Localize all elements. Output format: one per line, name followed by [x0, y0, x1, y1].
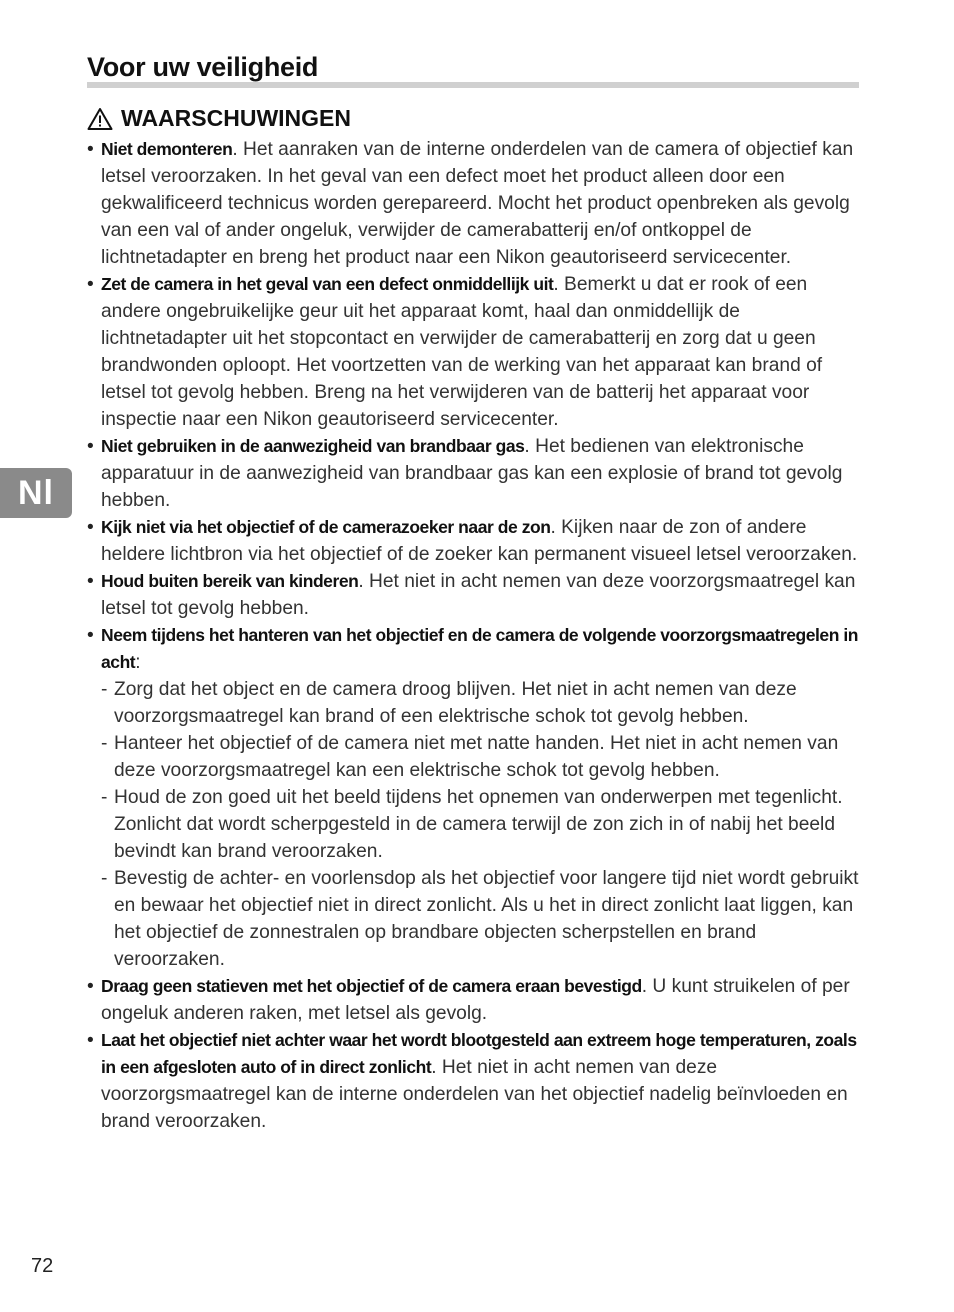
language-tab-label: Nl: [18, 473, 54, 512]
warning-text: . Het bedienen van elektronische apparatuur in de aanwezigheid van brandbaar gas kan een explosie of brand tot gevolg hebben.: [101, 436, 843, 511]
warning-text: . U kunt struikelen of per ongeluk anderen raken, met letsel als gevolg.: [101, 976, 850, 1024]
warning-item: [87, 136, 859, 271]
warning-text: . Het niet in acht nemen van deze voorzorgsmaatregel kan de interne onderdelen van het objectief nadelig beïnvloeden en brand veroorzaken.: [101, 1057, 848, 1132]
page-title: Voor uw veiligheid: [87, 52, 319, 82]
warning-item: [87, 433, 859, 514]
precaution-item: - Zorg dat het object en de camera droog blijven. Het niet in acht nemen van deze voorzorgsmaatregel kan brand of een elektrische schok tot gevolg hebben.: [101, 676, 859, 730]
title-divider: [87, 82, 859, 88]
warning-text: . Het aanraken van de interne onderdelen van de camera of objectief kan letsel veroorzaken. In het geval van een defect moet het product alleen door een gekwalificeerd technicus worden gerepareerd. Mocht het product openbreken als gevolg van een val of ander ongeluk, verwijder de camerabatterij en/of ontkoppel de lichtnetadapter en breng het product naar een Nikon geautoriseerd servicecenter.: [101, 139, 854, 268]
warning-text: . Bemerkt u dat er rook of een andere ongebruikelijke geur uit het apparaat komt, haal dan onmiddellijk de lichtnetadapter uit het stopcontact en verwijder de camerabatterij en zorg dat u geen brandwonden oploopt. Het voortzetten van de werking van het apparaat kan brand of letsel tot gevolg hebben. Breng na het verwijderen van de batterij het apparaat voor inspectie naar een Nikon geautoriseerd servicecenter.: [101, 274, 823, 430]
warning-text: . Het niet in acht nemen van deze voorzorgsmaatregel kan letsel tot gevolg hebben.: [101, 571, 856, 619]
warning-text: :: [135, 652, 141, 673]
warning-item: [87, 271, 859, 433]
precaution-item: - Hanteer het objectief of de camera niet met natte handen. Het niet in acht nemen van deze voorzorgsmaatregel kan een elektrische schok tot gevolg hebben.: [101, 730, 859, 784]
handling-precautions-list: [101, 676, 859, 973]
language-tab: [0, 468, 72, 518]
warning-triangle-icon: [87, 107, 113, 131]
warning-heading: Houd buiten bereik van kinderen: [101, 571, 359, 591]
warning-heading: Draag geen statieven met het objectief of de camera eraan bevestigd: [101, 976, 642, 996]
warning-item: [87, 1027, 859, 1135]
page-number: 72: [31, 1255, 54, 1277]
section-heading: [87, 105, 351, 132]
warnings-list: [87, 136, 859, 1135]
warning-heading: Kijk niet via het objectief of de camerazoeker naar de zon: [101, 517, 551, 537]
warning-heading: Neem tijdens het hanteren van het objectief en de camera de volgende voorzorgsmaatregelen in acht: [101, 625, 859, 672]
warning-text: . Kijken naar de zon of andere heldere lichtbron via het objectief of de zoeker kan permanent visueel letsel veroorzaken.: [101, 517, 858, 565]
section-heading-label: WAARSCHUWINGEN: [121, 105, 351, 131]
warning-heading: Zet de camera in het geval van een defect onmiddellijk uit: [101, 274, 554, 294]
precaution-item: - Houd de zon goed uit het beeld tijdens het opnemen van onderwerpen met tegenlicht. Zonlicht dat wordt scherpgesteld in de camera terwijl de zon zich in of nabij het beeld bevindt kan brand veroorzaken.: [101, 784, 859, 865]
warning-heading: Niet gebruiken in de aanwezigheid van brandbaar gas: [101, 436, 525, 456]
warning-item: [87, 514, 859, 568]
warning-heading: Niet demonteren: [101, 139, 233, 159]
warning-item: [87, 568, 859, 622]
warning-heading: Laat het objectief niet achter waar het wordt blootgesteld aan extreem hoge temperaturen, zoals in een afgesloten auto of in direct zonlicht: [101, 1030, 857, 1077]
precaution-item: - Bevestig de achter- en voorlensdop als het objectief voor langere tijd niet wordt gebruikt en bewaar het objectief niet in direct zonlicht. Als u het in direct zonlicht laat liggen, kan het objectief de zonnestralen op brandbare objecten scherpstellen en brand veroorzaken.: [101, 865, 859, 973]
warning-item: [87, 622, 859, 973]
warning-item: [87, 973, 859, 1027]
